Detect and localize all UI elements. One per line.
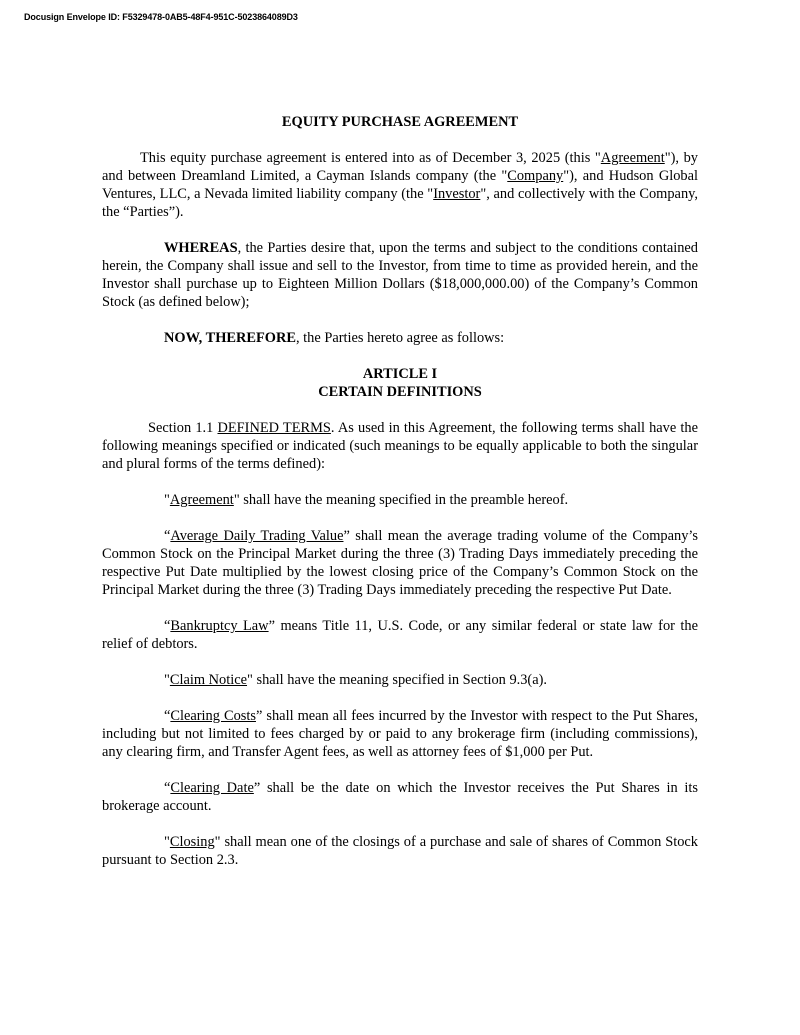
quote-open: “	[164, 708, 171, 724]
section-number: Section 1.1	[148, 420, 218, 436]
definition-paragraph	[102, 671, 698, 689]
definition-paragraph	[102, 707, 698, 761]
definition-paragraph	[102, 527, 698, 599]
definition-paragraph	[102, 491, 698, 509]
now-therefore-text: , the Parties hereto agree as follows:	[295, 330, 505, 346]
definition-term: Agreement	[169, 492, 234, 508]
definition-text: " shall mean one of the closings of a purchase and sale of shares of Common Stock pursuant to Section 2.3.	[102, 834, 698, 868]
intro-text-3: "), and Hudson Global Ventures, LLC, a Nevada limited liability company (the "	[102, 168, 698, 202]
section-text: . As used in this Agreement, the following terms shall have the following meanings specified or indicated (such meanings to be equally applicable to both the singular and plural forms of the terms defined):	[102, 420, 699, 472]
quote-open: "	[164, 672, 170, 688]
now-therefore-paragraph	[102, 329, 698, 347]
definition-text: " shall have the meaning specified in the preamble hereof.	[233, 492, 569, 508]
intro-paragraph	[102, 149, 698, 221]
document-page	[102, 113, 698, 887]
definition-paragraph	[102, 833, 698, 869]
defined-term-agreement: Agreement	[600, 150, 665, 166]
docusign-envelope-id: Docusign Envelope ID: F5329478-0AB5-48F4-951C-5023864089D3	[24, 12, 298, 22]
quote-open: "	[164, 492, 170, 508]
intro-text-1: This equity purchase agreement is entered into as of December 3, 2025 (this "	[140, 150, 601, 166]
whereas-label: WHEREAS	[164, 240, 238, 256]
definition-term: Bankruptcy Law	[170, 618, 269, 634]
definition-text: ” means Title 11, U.S. Code, or any similar federal or state law for the relief of debtors.	[102, 618, 698, 652]
section-heading: DEFINED TERMS	[217, 420, 331, 436]
definition-text: ” shall mean all fees incurred by the Investor with respect to the Put Shares, including but not limited to fees charged by or paid to any brokerage firm (including commissions), any clearing firm, and Transfer Agent fees, as well as attorney fees of $1,000 per Put.	[102, 708, 698, 760]
definition-term: Claim Notice	[169, 672, 248, 688]
definition-term: Average Daily Trading Value	[170, 528, 344, 544]
definition-text: " shall have the meaning specified in Section 9.3(a).	[247, 672, 548, 688]
definition-paragraph	[102, 779, 698, 815]
definition-text: ” shall mean the average trading volume of the Company’s Common Stock on the Principal Market during the three (3) Trading Days immediately preceding the respective Put Date multiplied by the lowest closing price of the Company’s Common Stock on the Principal Market during the three (3) Trading Days immediately preceding the respective Put Date.	[102, 528, 698, 598]
article-number: ARTICLE I	[362, 366, 438, 382]
defined-term-investor: Investor	[433, 186, 481, 202]
now-therefore-label: NOW, THEREFORE	[164, 330, 296, 346]
intro-text-4: ", and collectively with the Company, the “Parties”).	[102, 186, 699, 220]
whereas-paragraph	[102, 239, 698, 311]
definition-text: ” shall be the date on which the Investor receives the Put Shares in its brokerage account.	[102, 780, 698, 814]
whereas-text: , the Parties desire that, upon the terms and subject to the conditions contained herein, the Company shall issue and sell to the Investor, from time to time as provided herein, and the Investor shall purchase up to Eighteen Million Dollars ($18,000,000.00) of the Company’s Common Stock (as defined below);	[102, 240, 698, 310]
definition-term: Closing	[169, 834, 215, 850]
definition-term: Clearing Date	[170, 780, 254, 796]
quote-open: “	[164, 528, 171, 544]
intro-text-2: "), by and between Dreamland Limited, a Cayman Islands company (the "	[102, 150, 698, 184]
document-title: EQUITY PURCHASE AGREEMENT	[281, 114, 519, 130]
quote-open: "	[164, 834, 170, 850]
section-1-1-paragraph	[102, 419, 698, 473]
article-heading	[102, 365, 698, 401]
definition-paragraph	[102, 617, 698, 653]
quote-open: “	[164, 618, 171, 634]
definition-term: Clearing Costs	[170, 708, 256, 724]
article-name: CERTAIN DEFINITIONS	[318, 384, 482, 400]
defined-term-company: Company	[507, 168, 564, 184]
quote-open: “	[164, 780, 171, 796]
